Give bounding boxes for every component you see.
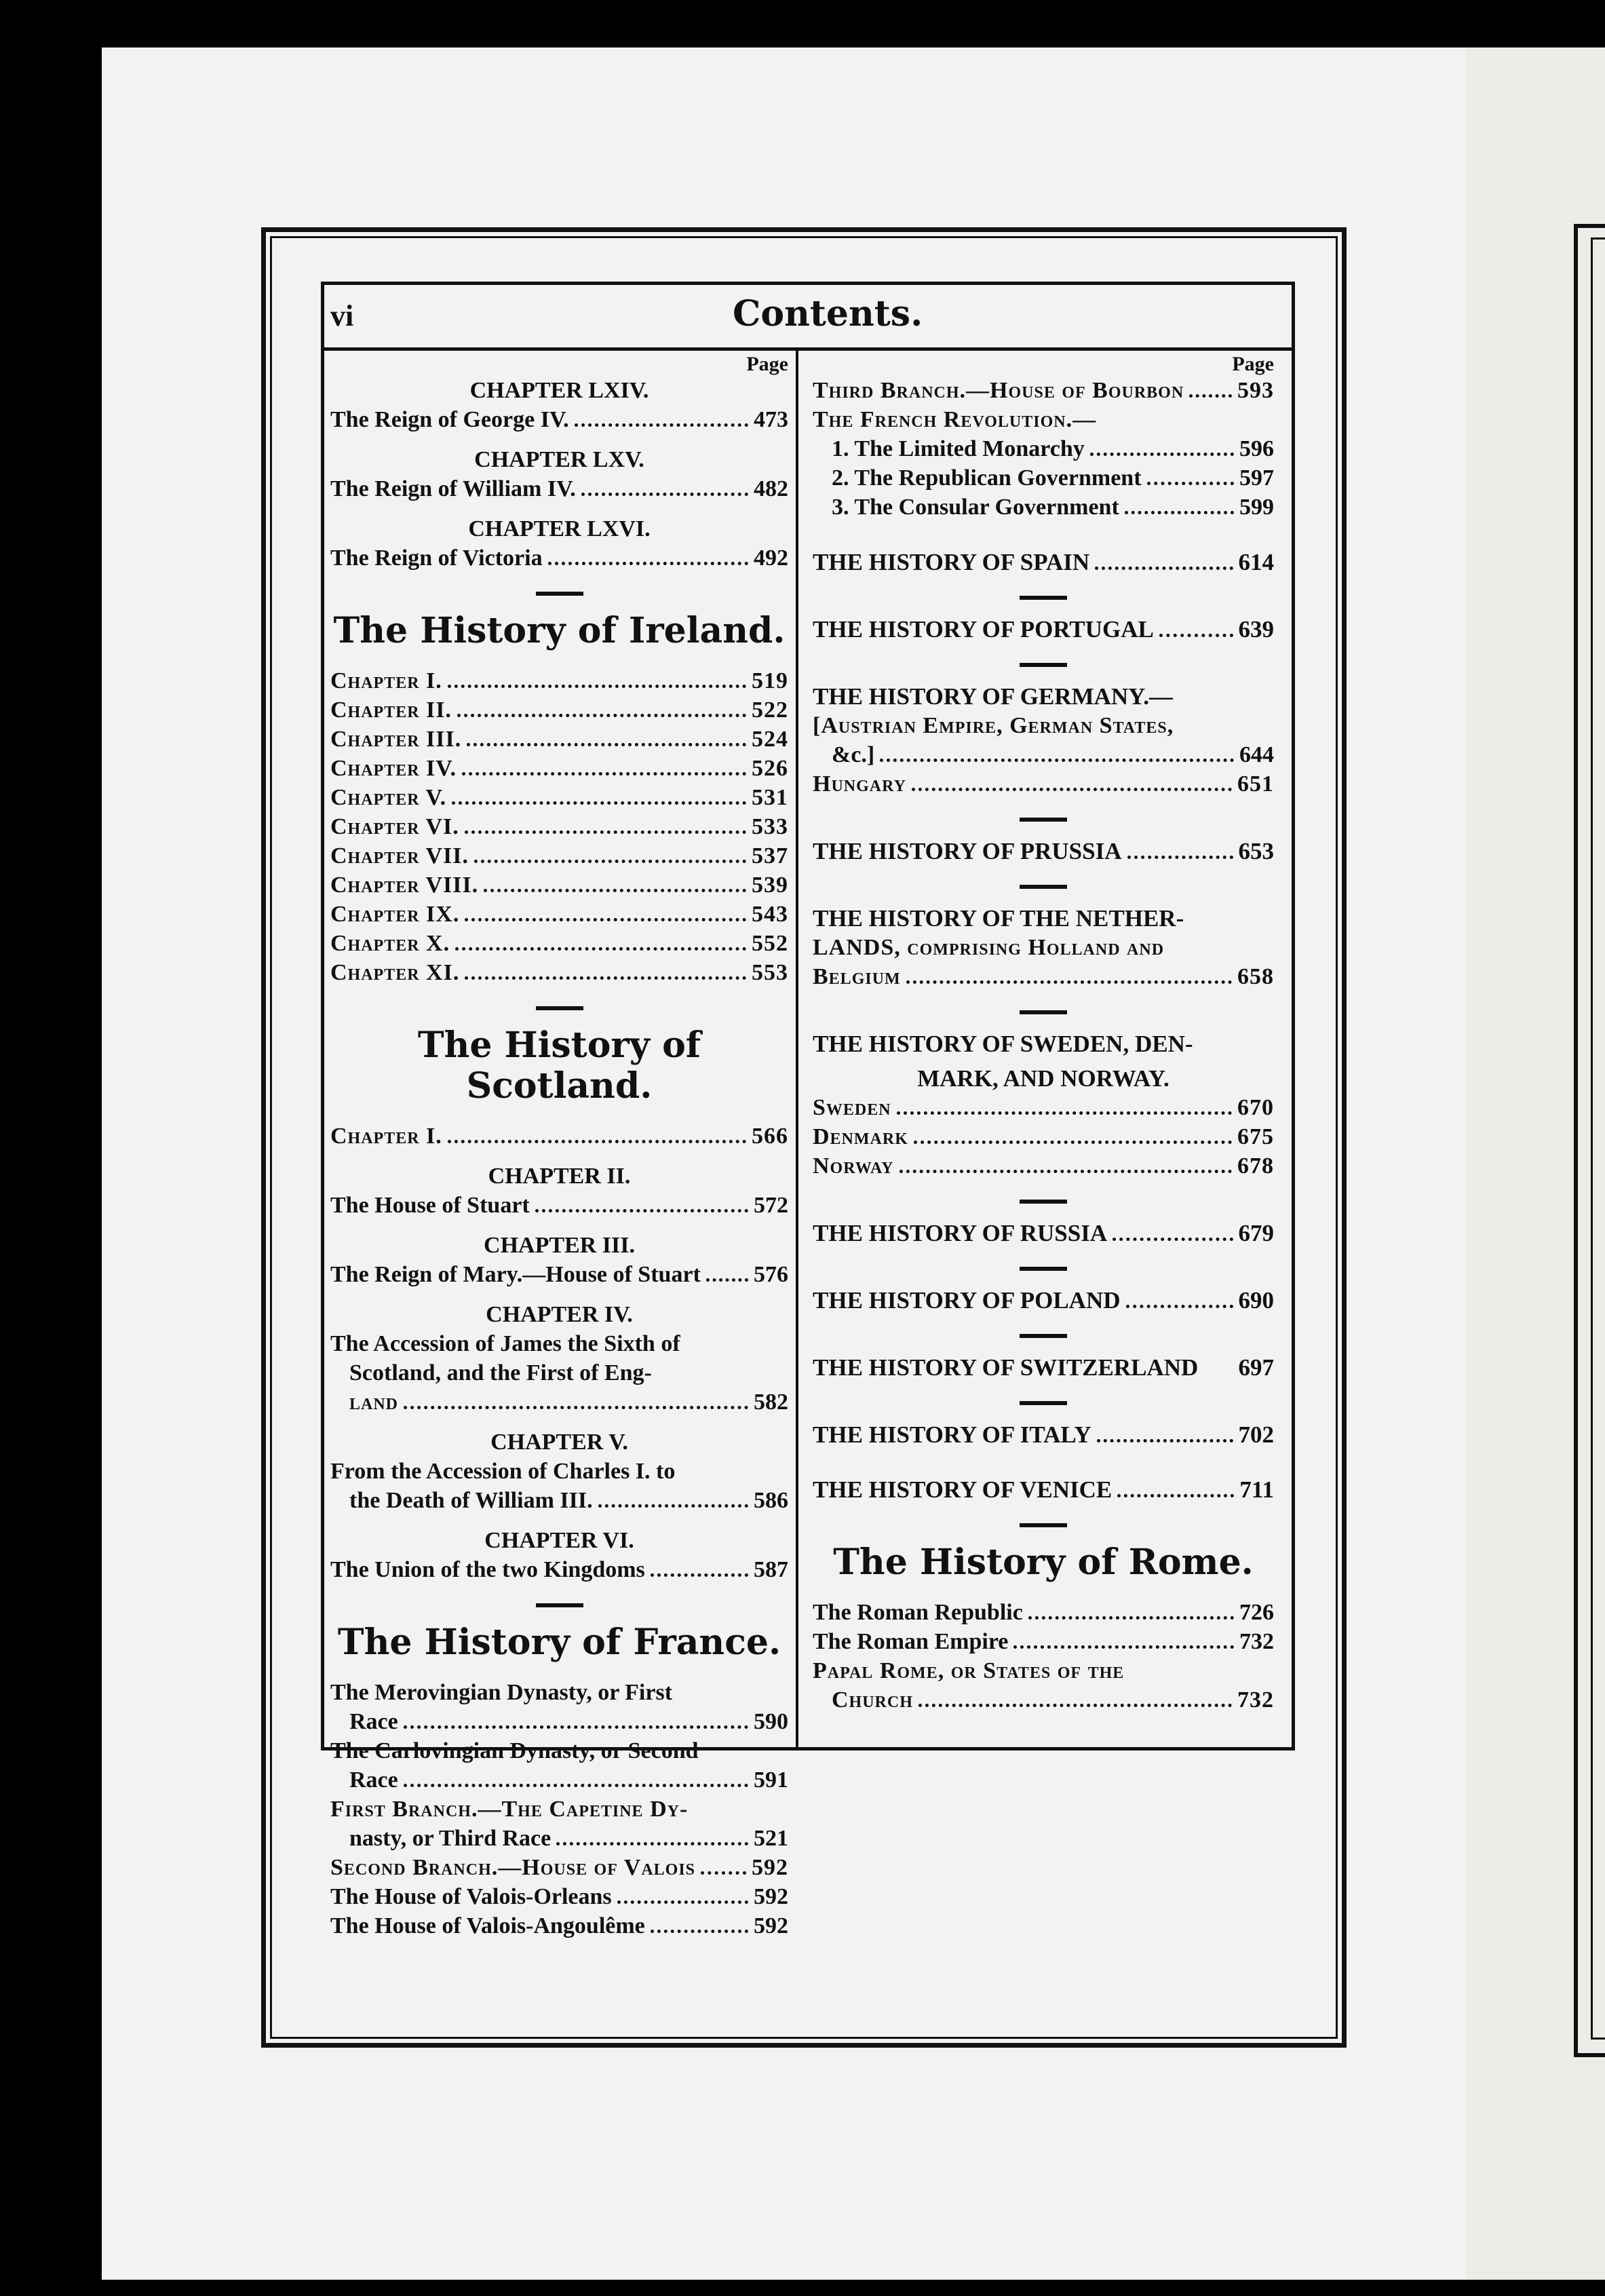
ireland-list xyxy=(330,666,788,987)
toc-entry[interactable]: THE HISTORY OF PORTUGAL 639 xyxy=(813,616,1274,643)
section-title-rome: The History of Rome. xyxy=(833,1542,1254,1583)
entry-page: 482 xyxy=(754,476,788,501)
entry-title: Norway xyxy=(813,1153,894,1179)
entry-page: 599 xyxy=(1239,495,1274,520)
entry-page: 519 xyxy=(752,668,788,693)
right-column xyxy=(813,353,1274,1715)
entry-title: The Reign of George IV. xyxy=(330,407,569,432)
chapter-heading: CHAPTER LXV. xyxy=(474,447,644,472)
toc-entry[interactable] xyxy=(813,1122,1274,1151)
entry-title: Chapter IV. xyxy=(330,756,457,781)
toc-entry[interactable] xyxy=(813,1598,1274,1627)
toc-entry[interactable] xyxy=(813,1093,1274,1122)
entry-page: 526 xyxy=(752,756,788,781)
section-dash xyxy=(1020,1401,1067,1405)
toc-entry[interactable] xyxy=(813,493,1274,522)
section-dash xyxy=(1020,1334,1067,1338)
entry-line: The Accession of James the Sixth of xyxy=(330,1331,680,1356)
entry-line: Scotland, and the First of Eng- xyxy=(349,1360,652,1385)
entry-line: THE HISTORY OF GERMANY.— xyxy=(813,683,1173,710)
chapter-heading: CHAPTER IV. xyxy=(486,1302,633,1327)
entry-line: The Merovingian Dynasty, or First xyxy=(330,1680,673,1705)
chapter-heading: CHAPTER VI. xyxy=(484,1528,634,1553)
entry-title: The Roman Republic xyxy=(813,1600,1023,1625)
toc-entry[interactable]: THE HISTORY OF VENICE 711 xyxy=(813,1476,1274,1503)
toc-entry[interactable] xyxy=(330,783,788,812)
entry-title: Chapter III. xyxy=(330,727,462,752)
entry-page: 524 xyxy=(752,727,788,752)
section-title-scotland: The History of Scotland. xyxy=(417,1025,701,1107)
entry-title: Sweden xyxy=(813,1095,891,1120)
entry-title: Chapter II. xyxy=(330,697,452,723)
scandinavia-list xyxy=(813,1093,1274,1181)
entry-line: First Branch.—The Capetine Dy- xyxy=(330,1797,689,1822)
entry-title: Chapter IX. xyxy=(330,902,460,927)
toc-entry[interactable]: land 582 xyxy=(349,1390,788,1415)
entry-title: 2. The Republican Government xyxy=(832,465,1142,491)
toc-entry[interactable]: The House of Stuart 572 xyxy=(330,1193,788,1218)
page-label: Page xyxy=(746,353,788,375)
entry-page: 553 xyxy=(752,960,788,985)
entry-page: 522 xyxy=(752,697,788,723)
entry-line: The Carlovingian Dynasty, or Second xyxy=(330,1738,699,1763)
toc-entry[interactable] xyxy=(330,958,788,987)
entry-line: THE HISTORY OF THE NETHER- xyxy=(813,905,1184,932)
entry-title: Chapter VII. xyxy=(330,843,469,868)
toc-entry[interactable] xyxy=(330,666,788,695)
entry-page: 678 xyxy=(1237,1153,1274,1179)
toc-entry[interactable] xyxy=(330,695,788,725)
entry-title: 3. The Consular Government xyxy=(832,495,1119,520)
revolution-list xyxy=(813,434,1274,522)
entry-title: The Roman Empire xyxy=(813,1629,1009,1654)
section-title-ireland: The History of Ireland. xyxy=(333,610,786,651)
section-dash xyxy=(1020,885,1067,889)
entry-title: Chapter V. xyxy=(330,785,447,810)
toc-entry[interactable]: Race 590 xyxy=(349,1709,788,1734)
entry-line: LANDS, comprising Holland and xyxy=(813,935,1165,960)
entry-title: Chapter X. xyxy=(330,931,450,956)
toc-entry[interactable] xyxy=(330,841,788,870)
entry-page: 531 xyxy=(752,785,788,810)
toc-entry[interactable] xyxy=(330,474,788,503)
entry-line: From the Accession of Charles I. to xyxy=(330,1459,676,1484)
toc-entry[interactable]: The House of Valois-Angoulême 592 xyxy=(330,1913,788,1938)
entry-title: 1. The Limited Monarchy xyxy=(832,436,1085,461)
entry-page: 596 xyxy=(1239,436,1274,461)
toc-entry[interactable] xyxy=(813,1151,1274,1181)
toc-entry[interactable]: THE HISTORY OF SPAIN 614 xyxy=(813,549,1274,575)
section-dash xyxy=(536,1603,583,1607)
entry-title: Chapter XI. xyxy=(330,960,460,985)
rome-list xyxy=(813,1598,1274,1656)
toc-entry[interactable]: the Death of William III. 586 xyxy=(349,1488,788,1513)
toc-entry[interactable]: Chapter I. 566 xyxy=(330,1124,788,1149)
toc-entry[interactable]: The House of Valois-Orleans 592 xyxy=(330,1884,788,1909)
entry-line: The French Revolution.— xyxy=(813,407,1097,432)
entry-title: The Reign of Victoria xyxy=(330,546,543,571)
chapter-heading: CHAPTER LXIV. xyxy=(469,378,649,403)
toc-entry[interactable] xyxy=(813,1627,1274,1656)
section-dash xyxy=(1020,1267,1067,1271)
running-head: Contents. xyxy=(733,293,923,334)
toc-entry[interactable]: Race 591 xyxy=(349,1767,788,1793)
page-label: Page xyxy=(1232,353,1274,375)
toc-entry[interactable] xyxy=(813,434,1274,463)
entry-title: Chapter VIII. xyxy=(330,873,479,898)
entry-title: Denmark xyxy=(813,1124,908,1149)
toc-entry[interactable] xyxy=(330,929,788,958)
entry-page: 473 xyxy=(754,407,788,432)
entry-line: [Austrian Empire, German States, xyxy=(813,713,1174,738)
toc-entry[interactable]: THE HISTORY OF RUSSIA 679 xyxy=(813,1220,1274,1246)
toc-entry[interactable]: &c.] 644 xyxy=(832,742,1274,767)
entry-line: MARK, AND NORWAY. xyxy=(917,1065,1169,1092)
entry-page: 543 xyxy=(752,902,788,927)
toc-entry[interactable] xyxy=(330,543,788,573)
column-rule xyxy=(796,347,798,1750)
toc-entry[interactable]: THE HISTORY OF SWITZERLAND 697 xyxy=(813,1354,1274,1381)
chapter-heading: CHAPTER LXVI. xyxy=(468,516,651,541)
section-dash xyxy=(1020,1010,1067,1014)
toc-entry[interactable]: THE HISTORY OF PRUSSIA 653 xyxy=(813,838,1274,864)
entry-page: 552 xyxy=(752,931,788,956)
entry-page: 597 xyxy=(1239,465,1274,491)
left-column xyxy=(330,353,788,1940)
entry-page: 675 xyxy=(1237,1124,1274,1149)
toc-entry[interactable]: THE HISTORY OF ITALY 702 xyxy=(813,1421,1274,1448)
entry-line: Papal Rome, or States of the xyxy=(813,1658,1125,1683)
toc-entry[interactable] xyxy=(330,405,788,434)
section-dash xyxy=(536,592,583,596)
entry-page: 726 xyxy=(1239,1600,1274,1625)
toc-entry[interactable]: THE HISTORY OF POLAND 690 xyxy=(813,1287,1274,1314)
toc-entry[interactable]: nasty, or Third Race 521 xyxy=(349,1826,788,1851)
toc-entry[interactable]: Second Branch.—House of Valois 592 xyxy=(330,1855,788,1880)
facing-page-frame-inner xyxy=(1591,237,1605,2040)
toc-entry[interactable]: The Union of the two Kingdoms 587 xyxy=(330,1557,788,1582)
toc-entry[interactable]: Belgium 658 xyxy=(813,964,1274,989)
chapter-heading: CHAPTER II. xyxy=(488,1164,631,1189)
entry-title: The Reign of William IV. xyxy=(330,476,576,501)
entry-page: 732 xyxy=(1239,1629,1274,1654)
toc-entry[interactable]: The Reign of Mary.—House of Stuart 576 xyxy=(330,1262,788,1287)
section-dash xyxy=(1020,1523,1067,1527)
toc-entry[interactable] xyxy=(330,725,788,754)
toc-entry[interactable]: Third Branch.—House of Bourbon 593 xyxy=(813,378,1274,403)
section-dash xyxy=(1020,818,1067,822)
toc-entry[interactable] xyxy=(330,900,788,929)
toc-entry[interactable] xyxy=(330,870,788,900)
toc-entry[interactable]: Church 732 xyxy=(832,1687,1274,1713)
entry-title: Chapter VI. xyxy=(330,814,459,839)
entry-title: Chapter I. xyxy=(330,668,442,693)
entry-page: 492 xyxy=(754,546,788,571)
chapter-heading: CHAPTER V. xyxy=(490,1430,628,1455)
section-dash xyxy=(1020,663,1067,667)
section-dash xyxy=(1020,1200,1067,1204)
header-rule xyxy=(321,347,1295,351)
chapter-heading: CHAPTER III. xyxy=(484,1233,635,1258)
folio-number: vi xyxy=(330,299,354,332)
entry-page: 537 xyxy=(752,843,788,868)
toc-entry[interactable] xyxy=(330,812,788,841)
toc-entry[interactable]: Hungary 651 xyxy=(813,771,1274,797)
toc-entry[interactable] xyxy=(813,463,1274,493)
section-title-france: The History of France. xyxy=(337,1622,781,1663)
entry-page: 539 xyxy=(752,873,788,898)
entry-line: THE HISTORY OF SWEDEN, DEN- xyxy=(813,1031,1193,1057)
toc-entry[interactable] xyxy=(330,754,788,783)
section-dash xyxy=(536,1006,583,1010)
entry-page: 670 xyxy=(1237,1095,1274,1120)
entry-page: 533 xyxy=(752,814,788,839)
section-dash xyxy=(1020,596,1067,600)
